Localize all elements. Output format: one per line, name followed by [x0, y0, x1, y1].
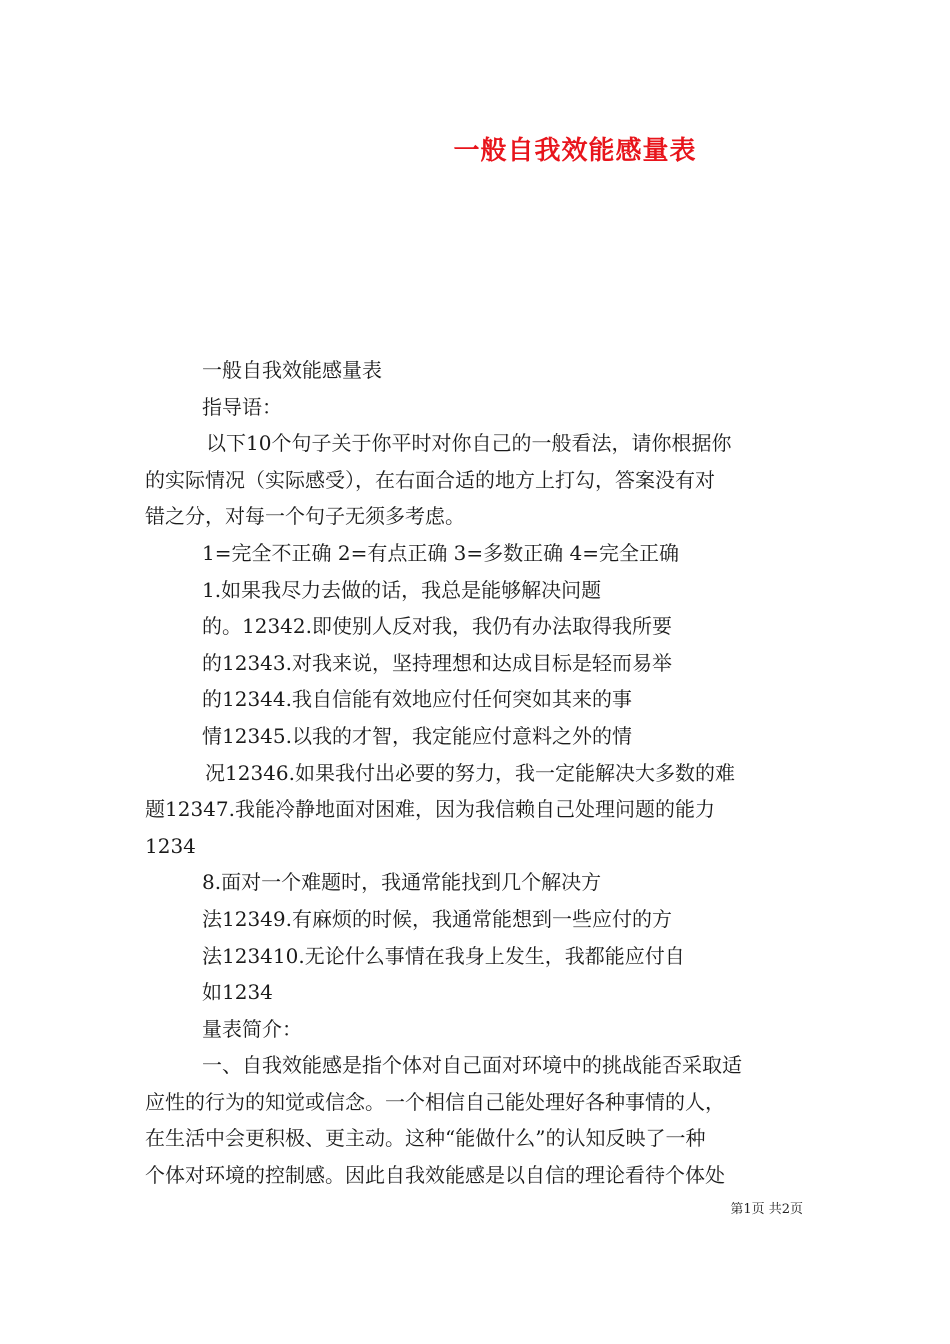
body-line: 题12347.我能冷静地面对困难，因为我信赖自己处理问题的能力 [145, 797, 715, 822]
body-line: 以下10个句子关于你平时对你自己的一般看法，请你根据你 [206, 431, 732, 456]
body-line: 8.面对一个难题时，我通常能找到几个解决方 [202, 870, 602, 895]
body-line: 应性的行为的知觉或信念。一个相信自己能处理好各种事情的人， [145, 1089, 725, 1114]
body-line: 指导语： [202, 394, 282, 419]
body-line: 的12343.对我来说，坚持理想和达成目标是轻而易举 [202, 650, 672, 675]
body-line: 在生活中会更积极、更主动。这种“能做什么”的认知反映了一种 [145, 1126, 706, 1151]
document-body [145, 352, 810, 1194]
document-title: 一般自我效能感量表 [453, 136, 697, 166]
body-line: 况12346.如果我付出必要的努力，我一定能解决大多数的难 [205, 760, 735, 785]
body-line: 法12349.有麻烦的时候，我通常能想到一些应付的方 [202, 906, 672, 931]
body-line: 1.如果我尽力去做的话，我总是能够解决问题 [202, 577, 602, 602]
body-line: 的。12342.即使别人反对我，我仍有办法取得我所要 [202, 614, 672, 639]
page-footer: 第1页 共2页 [730, 1202, 803, 1217]
body-line: 量表简介： [202, 1016, 302, 1041]
body-line: 个体对环境的控制感。因此自我效能感是以自信的理论看待个体处 [145, 1163, 725, 1188]
body-line: 一、自我效能感是指个体对自己面对环境中的挑战能否采取适 [202, 1053, 742, 1078]
body-line: 如1234 [202, 980, 273, 1005]
body-line: 的12344.我自信能有效地应付任何突如其来的事 [202, 687, 632, 712]
body-line: 1=完全不正确 2=有点正确 3=多数正确 4=完全正确 [202, 540, 680, 565]
body-line: 一般自我效能感量表 [202, 358, 382, 382]
body-line: 情12345.以我的才智，我定能应付意料之外的情 [202, 723, 632, 748]
body-line: 的实际情况（实际感受），在右面合适的地方上打勾，答案没有对 [145, 467, 715, 492]
body-line: 1234 [145, 833, 196, 858]
body-line: 法123410.无论什么事情在我身上发生，我都能应付自 [202, 943, 685, 968]
body-line: 错之分，对每一个句子无须多考虑。 [145, 504, 465, 529]
